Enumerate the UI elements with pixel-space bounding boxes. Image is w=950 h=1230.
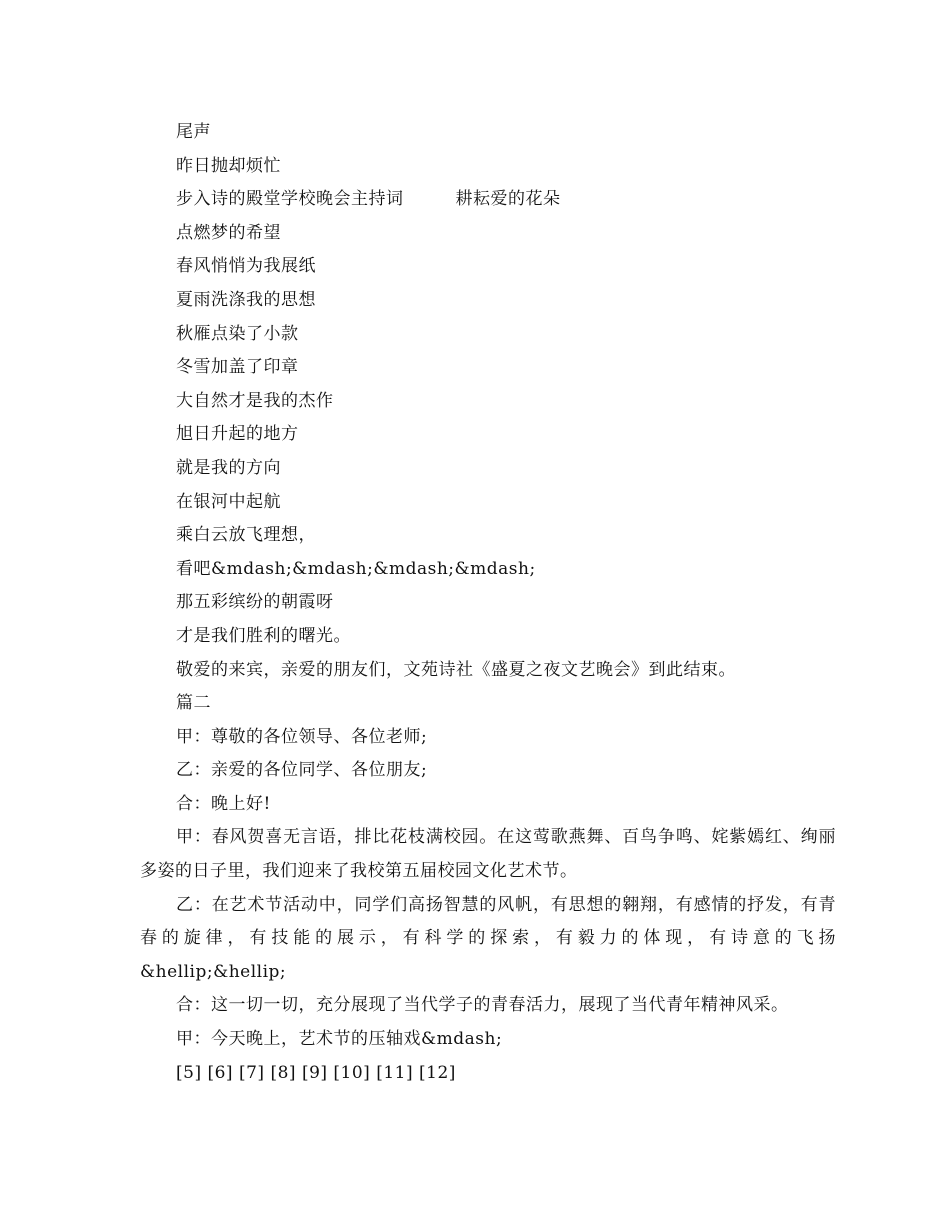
- text-line: 秋雁点染了小款: [176, 323, 299, 344]
- text-line: 大自然才是我的杰作: [176, 390, 334, 411]
- text-segment: 耕耘爱的花朵: [455, 189, 561, 210]
- text-line: 尾声: [176, 122, 211, 142]
- paragraph: 乙：在艺术节活动中，同学们高扬智慧的风帆，有思想的翱翔，有感情的抒发，有青春的旋律，有技能的展示，有科学的探索，有毅力的体现，有诗意的飞扬&hellip;&hellip;: [140, 894, 836, 982]
- text-line: 乘白云放飞理想，: [176, 525, 316, 546]
- text-line: 合：这一切一切，充分展现了当代学子的青春活力，展现了当代青年精神风采。: [176, 995, 789, 1016]
- document-body: [140, 116, 840, 1090]
- text-line: 敬爱的来宾，亲爱的朋友们，文苑诗社《盛夏之夜文艺晚会》到此结束。: [176, 659, 736, 680]
- text-segment: 步入诗的殿堂学校晚会主持词: [176, 189, 404, 210]
- text-line: 那五彩缤纷的朝霞呀: [176, 592, 334, 613]
- page-links[interactable]: [5] [6] [7] [8] [9] [10] [11] [12]: [176, 1062, 456, 1083]
- text-line: 昨日抛却烦忙: [176, 155, 281, 176]
- text-line: 才是我们胜利的曙光。: [176, 625, 351, 646]
- text-line: 就是我的方向: [176, 457, 281, 478]
- text-line: 乙：亲爱的各位同学、各位朋友;: [176, 760, 428, 781]
- text-line: 春风悄悄为我展纸: [176, 256, 316, 277]
- paragraph: 甲：春风贺喜无言语，排比花枝满校园。在这莺歌燕舞、百鸟争鸣、姹紫嫣红、绚丽多姿的日子里，我们迎来了我校第五届校园文化艺术节。: [140, 827, 836, 882]
- section-heading: 篇二: [176, 693, 211, 714]
- text-line: [140, 183, 840, 217]
- text-line: 冬雪加盖了印章: [176, 357, 299, 378]
- text-line: 合：晚上好!: [176, 793, 271, 814]
- text-line: 夏雨洗涤我的思想: [176, 289, 316, 310]
- text-line: 点燃梦的希望: [176, 222, 281, 243]
- text-line: 在银河中起航: [176, 491, 281, 512]
- text-line: 甲：尊敬的各位领导、各位老师;: [176, 726, 428, 747]
- text-line: 甲：今天晚上，艺术节的压轴戏&mdash;: [176, 1029, 503, 1050]
- text-line: 旭日升起的地方: [176, 424, 299, 445]
- text-line: 看吧&mdash;&mdash;&mdash;&mdash;: [176, 558, 536, 579]
